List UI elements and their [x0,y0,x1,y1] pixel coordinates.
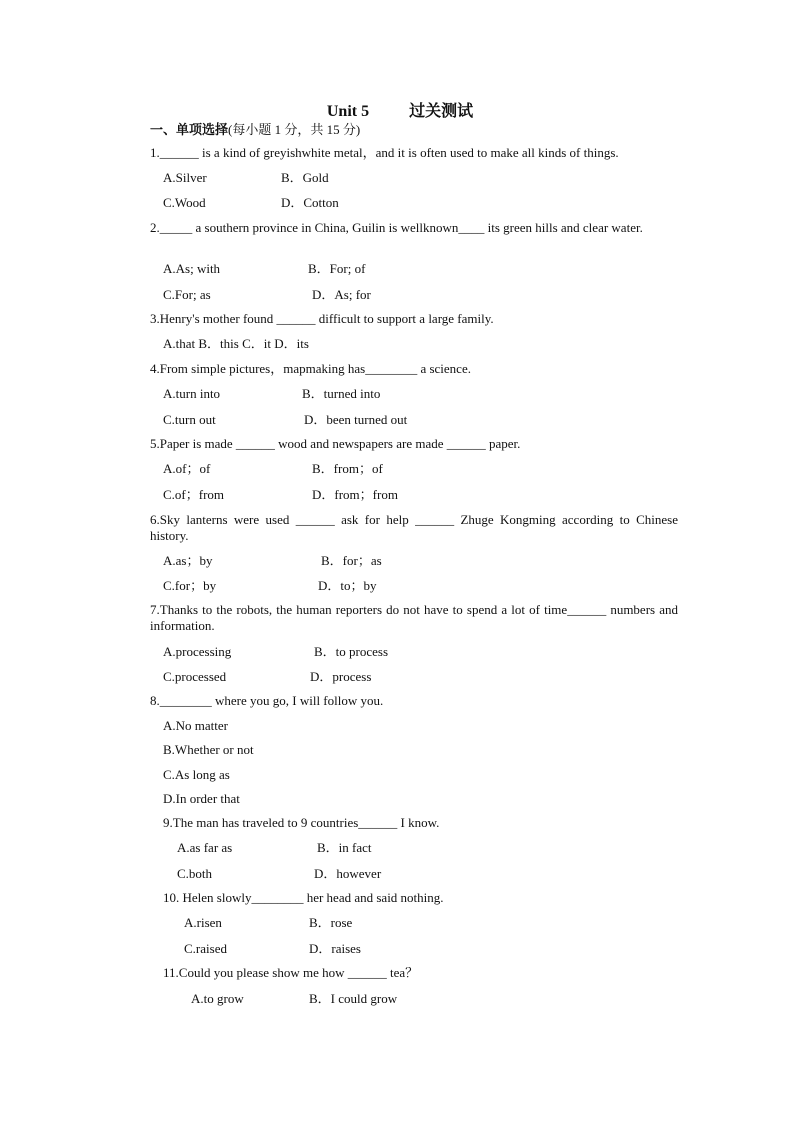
question-5-option-c: C.of；from [163,487,225,502]
question-6-option-b: B．for；as [321,553,382,568]
question-10-option-b: B．rose [309,915,353,930]
question-1-option-d: D．Cotton [281,195,339,210]
question-3-options: A.that B．this C．it D．its [163,336,309,351]
question-4-stem: 4.From simple pictures，mapmaking has________ a science. [150,361,471,376]
question-6-option-a: A.as；by [163,553,213,568]
question-8-option-b: B.Whether or not [163,742,254,757]
question-2-option-a: A.As; with [163,261,221,276]
question-10-stem: 10. Helen slowly________ her head and said nothing. [163,890,444,905]
unit-label: Unit 5 [326,103,370,120]
question-10-option-d: D．raises [309,941,361,956]
question-8-option-c: C.As long as [163,767,230,782]
question-7-stem [150,602,678,634]
question-5-option-b: B．from；of [312,461,383,476]
question-8-option-d: D.In order that [163,791,240,806]
question-2-stem [150,220,678,236]
question-7-option-a: A.processing [163,644,232,659]
section-label: 一、单项选择 [150,122,229,137]
question-8-stem: 8.________ where you go, I will follow you. [150,693,384,708]
question-2-option-d: D．As; for [312,287,371,302]
question-2-text: 2._____ a southern province in China, Guilin is wellknown____ its green hills and clear water. [150,220,643,235]
question-10-option-a: A.risen [184,915,222,930]
question-2-option-c: C.For; as [163,287,211,302]
question-9-option-d: D．however [314,866,382,881]
question-9-stem: 9.The man has traveled to 9 countries______ I know. [163,815,440,830]
test-name: 过关测试 [409,103,474,120]
question-5-option-d: D．from；from [312,487,398,502]
question-7-option-b: B．to process [314,644,389,659]
question-6-option-c: C.for；by [163,578,217,593]
question-5-option-a: A.of；of [163,461,211,476]
question-1-option-b: B．Gold [281,170,329,185]
question-10-option-c: C.raised [184,941,227,956]
question-4-option-d: D．been turned out [304,412,408,427]
question-11-option-a: A.to grow [191,991,244,1006]
question-9-option-b: B．in fact [317,840,372,855]
question-1-stem: 1.______ is a kind of greyishwhite metal，and it is often used to make all kinds of things. [150,145,619,160]
question-6-option-d: D．to；by [318,578,377,593]
question-7-option-d: D．process [310,669,372,684]
question-6-text: 6.Sky lanterns were used ______ ask for help ______ Zhuge Kongming according to Chinese history. [150,512,678,543]
question-4-option-b: B．turned into [302,386,381,401]
question-4-option-a: A.turn into [163,386,221,401]
page-title [0,98,800,121]
question-2-option-b: B．For; of [308,261,366,276]
question-1-option-a: A.Silver [163,170,207,185]
question-11-option-b: B．I could grow [309,991,398,1006]
section-note: (每小题 1 分，共 15 分) [228,122,361,137]
section-heading [150,119,360,138]
question-5-stem: 5.Paper is made ______ wood and newspapers are made ______ paper. [150,436,521,451]
question-9-option-a: A.as far as [177,840,233,855]
question-7-text: 7.Thanks to the robots, the human reporters do not have to spend a lot of time______ numbers and information. [150,602,678,633]
question-9-option-c: C.both [177,866,213,881]
question-7-option-c: C.processed [163,669,227,684]
question-6-stem [150,512,678,544]
question-3-stem: 3.Henry's mother found ______ difficult to support a large family. [150,311,494,326]
question-11-stem: 11.Could you please show me how ______ tea？ [163,965,419,980]
question-8-option-a: A.No matter [163,718,228,733]
question-1-option-c: C.Wood [163,195,206,210]
question-4-option-c: C.turn out [163,412,216,427]
